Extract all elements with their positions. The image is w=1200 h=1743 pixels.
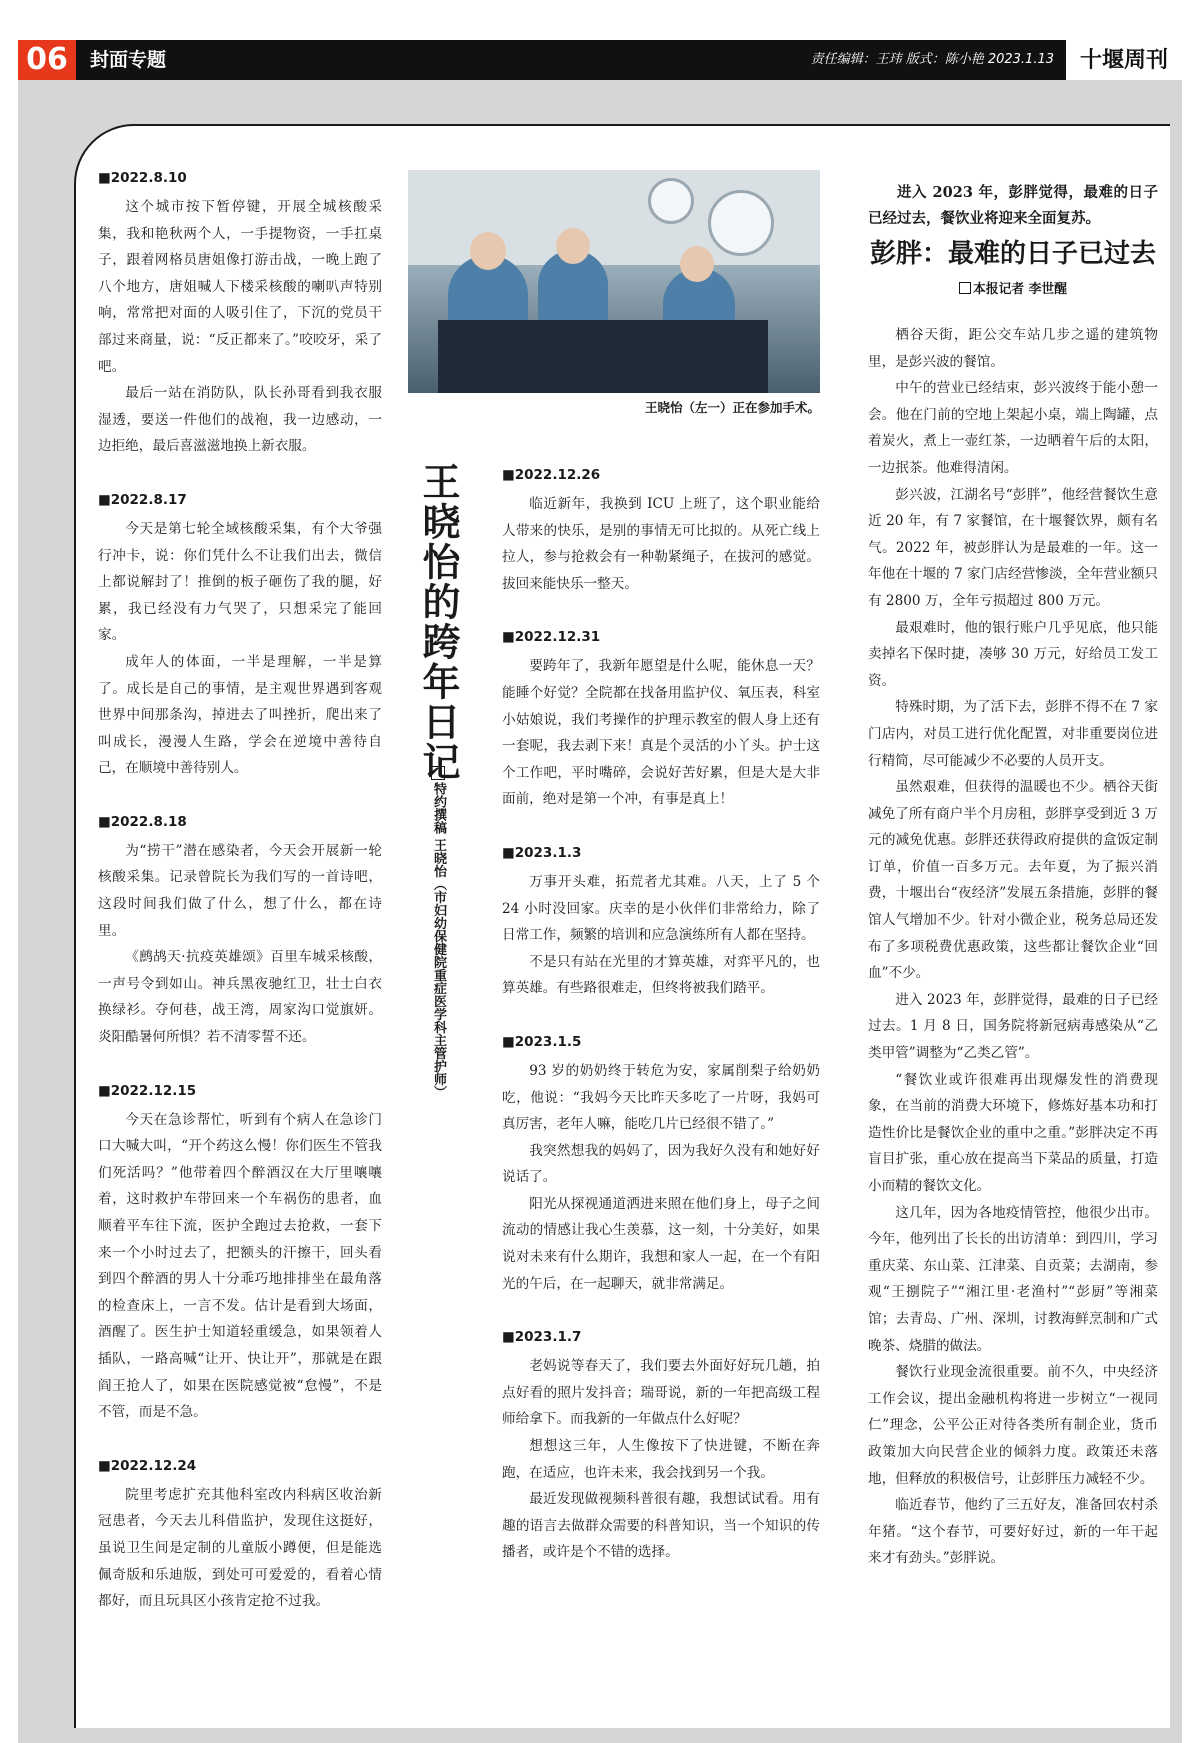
entry-paragraph: 这个城市按下暂停键，开展全城核酸采集，我和艳秋两个人，一手提物资，一手扛桌子，跟着网格员唐姐像打游击战，一晚上跑了八个地方，唐姐喊人下楼采核酸的喇叭声特别响，常常把对面的人吸引住了，下沉的党员干部过来商量，说：“反正都来了。”咬咬牙，采了吧。 <box>98 199 382 375</box>
entry-paragraph: 今天是第七轮全域核酸采集，有个大爷强行冲卡，说：你们凭什么不让我们出去，微信上都说解封了！推倒的板子砸伤了我的腿，好累，我已经没有力气哭了，只想采完了能回家。 <box>98 520 382 644</box>
entry-paragraph: 今天在急诊帮忙，听到有个病人在急诊门口大喊大叫，“开个药这么慢！你们医生不管我们死活吗？”他带着四个醉酒汉在大厅里嚷嚷着，这时救护车带回来一个车祸伤的患者，血顺着平车往下流，医护全跑过去抢救，一套下来一个小时过去了，把额头的汗擦干，回头看到四个醉酒的男人十分乖巧地排排坐在最角落的检查床上，一言不发。估计是看到大场面，酒醒了。医生护士知道轻重缓急，如果领着人插队，一路高喊“让开、快让开”，那就是在跟阎王抢人了，如果在医院感觉被“怠慢”，不是不管，而是不急。 <box>98 1111 382 1421</box>
entry-paragraph: 《鹧鸪天·抗疫英雄颂》百里车城采核酸，一声号令到如山。神兵黑夜驰红卫，壮士白衣换绿衫。夺何巷，战王湾，周家沟口觉旗妍。炎阳酷暑何所惧？若不清零誓不还。 <box>98 949 382 1046</box>
entry-paragraph: 成年人的体面，一半是理解，一半是算了。成长是自己的事情，是主观世界遇到客观世界中间那条沟，掉进去了叫挫折，爬出来了叫成长，漫漫人生路，学会在逆境中善待自己，在顺境中善待别人。 <box>98 653 382 777</box>
story-paragraph: 中午的营业已经结束，彭兴波终于能小憩一会。他在门前的空地上架起小桌，端上陶罐，点着炭火，煮上一壶红茶，一边晒着午后的太阳，一边抿茶。他难得清闲。 <box>868 380 1158 476</box>
entry-paragraph: 93 岁的奶奶终于转危为安，家属削梨子给奶奶吃，他说：“我妈今天比昨天多吃了一片呀，我妈可真厉害，老年人嘛，能吃几片已经很不错了。” <box>502 1062 820 1133</box>
story-reporter <box>868 278 1158 297</box>
byline-text: 特约撰稿 王晓怡（市妇幼保健院重症医学科主管护师） <box>431 782 446 1099</box>
entry-date: ■2022.12.26 <box>502 467 601 483</box>
reporter-text: 本报记者 李世醒 <box>972 282 1068 297</box>
reporter-box-icon <box>959 282 971 294</box>
story-paragraph: 虽然艰难，但获得的温暖也不少。栖谷天街减免了所有商户半个月房租，彭胖享受到近 3 万元的减免优惠。彭胖还获得政府提供的盒饭定制订单，价值一百多万元。去年夏，为了振兴消费，十堰出台“夜经济”发展五条措施，彭胖的餐馆人气增加不少。针对小微企业，税务总局还发布了多项税费优惠政策，这些都让餐饮企业“回血”不少。 <box>868 779 1158 982</box>
section-title: 封面专题 <box>90 49 167 71</box>
entry-date: ■2022.8.18 <box>98 813 187 830</box>
entry-paragraph: 阳光从探视通道洒进来照在他们身上，母子之间流动的情感让我心生羡慕，这一刻，十分美好，如果说对未来有什么期许，我想和家人一起，在一个有阳光的午后，在一起聊天，就非常满足。 <box>502 1195 820 1292</box>
diary-entry <box>98 1079 382 1426</box>
byline-box-icon <box>431 766 445 780</box>
entry-date: ■2022.12.15 <box>98 1082 197 1099</box>
story-paragraph: 临近春节，他约了三五好友，准备回农村杀年猪。“这个春节，可要好好过，新的一年干起来才有劲头。”彭胖说。 <box>868 1497 1158 1567</box>
diary-entry <box>502 1030 820 1297</box>
diary-entry <box>98 166 382 460</box>
story-body <box>868 322 1158 1572</box>
surgeon-head <box>556 228 590 264</box>
diary-title: 王晓怡的跨年日记 <box>416 462 461 782</box>
entry-paragraph: 不是只有站在光里的才算英雄，对弈平凡的，也算英雄。有些路很难走，但终将被我们踏平。 <box>502 953 820 997</box>
editor-credits: 责任编辑：王玮 版式：陈小艳 2023.1.13 <box>810 52 1054 67</box>
page-number: 06 <box>18 40 76 80</box>
surgeon-head <box>470 232 506 270</box>
diary-column-middle <box>502 463 820 1594</box>
diary-entry <box>98 810 382 1051</box>
photo-caption: 王晓怡（左一）正在参加手术。 <box>644 400 820 415</box>
newspaper-logo: 十堰周刊 <box>1062 40 1182 80</box>
entry-paragraph: 想想这三年，人生像按下了快进键，不断在奔跑，在适应，也许未来，我会找到另一个我。 <box>502 1438 820 1481</box>
surgery-photo <box>408 170 820 393</box>
diary-column-left <box>98 166 382 1643</box>
entry-paragraph: 老妈说等春天了，我们要去外面好好玩几趟，拍点好看的照片发抖音；瑞哥说，新的一年把高级工程师给拿下。而我新的一年做点什么好呢？ <box>502 1358 820 1428</box>
entry-date: ■2022.8.10 <box>98 170 187 186</box>
diary-entry <box>502 1325 820 1566</box>
entry-paragraph: 要跨年了，我新年愿望是什么呢，能休息一天？能睡个好觉？全院都在找备用监护仪、氧压表，科室小姑娘说，我们考操作的护理示教室的假人身上还有一套呢，我去剥下来！真是个灵活的小丫头。护士这个工作吧，平时嘴碎，会说好苦好累，但是大是大非面前，绝对是第一个冲，有事是真上！ <box>502 658 820 808</box>
story-paragraph: 餐饮行业现金流很重要。前不久，中央经济工作会议，提出金融机构将进一步树立“一视同仁”理念，公平公正对待各类所有制企业，货币政策加大向民营企业的倾斜力度。政策还未落地，但释放的积极信号，让彭胖压力减轻不少。 <box>868 1364 1158 1487</box>
entry-paragraph: 为“捞干”潜在感染者，今天会开展新一轮核酸采集。记录曾院长为我们写的一首诗吧，这段时间我们做了什么，想了什么，都在诗里。 <box>98 842 382 939</box>
entry-date: ■2023.1.3 <box>502 844 582 861</box>
story-paragraph: “餐饮业或许很难再出现爆发性的消费现象，在当前的消费大环境下，修炼好基本功和打造性价比是餐饮企业的重中之重。”彭胖决定不再盲目扩张，重心放在提高当下菜品的质量，打造小而精的餐饮文化。 <box>868 1071 1158 1194</box>
story-paragraph: 最艰难时，他的银行账户几乎见底，他只能卖掉名下保时捷，凑够 30 万元，好给员工发工资。 <box>868 619 1158 689</box>
entry-paragraph: 院里考虑扩充其他科室改内科病区收治新冠患者，今天去儿科借监护，发现住这挺好，虽说卫生间是定制的儿童版小蹲便，但是能选佩奇版和乐迪版，到处可可爱爱的，看着心情都好，而且玩具区小孩肯定抢不过我。 <box>98 1486 382 1610</box>
surgical-lamp-icon <box>708 190 774 256</box>
entry-date: ■2022.12.31 <box>502 629 601 646</box>
diary-entry <box>98 1454 382 1615</box>
diary-entry <box>98 488 382 782</box>
story-paragraph: 进入 2023 年，彭胖觉得，最难的日子已经过去。1 月 8 日，国务院将新冠病毒感染从“乙类甲管”调整为“乙类乙管”。 <box>868 991 1158 1062</box>
entry-date: ■2023.1.5 <box>502 1033 582 1050</box>
diary-entry <box>502 463 820 597</box>
surgical-lamp-icon <box>648 178 694 224</box>
entry-date: ■2022.8.17 <box>98 491 187 508</box>
story-lead: 进入 2023 年，彭胖觉得，最难的日子已经过去，餐饮业将迎来全面复苏。 <box>868 184 1158 227</box>
entry-date: ■2022.12.24 <box>98 1457 197 1474</box>
page-header <box>18 40 1182 80</box>
story-paragraph: 栖谷天街，距公交车站几步之遥的建筑物里，是彭兴波的餐馆。 <box>868 327 1158 370</box>
story-paragraph: 彭兴波，江湖名号“彭胖”，他经营餐饮生意近 20 年，有 7 家餐馆，在十堰餐饮界，颇有名气。2022 年，被彭胖认为是最难的一年。这一年他在十堰的 7 家门店经营惨淡，全年营业额只有 2800 万，全年亏损超过 800 万元。 <box>868 486 1158 609</box>
entry-paragraph: 我突然想我的妈妈了，因为我好久没有和她好好说话了。 <box>502 1142 820 1186</box>
operating-table <box>438 320 768 393</box>
diary-entry <box>502 625 820 813</box>
diary-byline <box>422 766 454 1099</box>
diary-entry <box>502 841 820 1002</box>
entry-date: ■2023.1.7 <box>502 1329 582 1346</box>
surgeon-head <box>680 246 714 282</box>
entry-paragraph: 万事开头难，拓荒者尤其难。八天，上了 5 个 24 小时没回家。庆幸的是小伙伴们非常给力，除了日常工作，频繁的培训和应急演练所有人都在坚持。 <box>502 873 820 944</box>
entry-paragraph: 最后一站在消防队，队长孙哥看到我衣服湿透，要送一件他们的战袍，我一边感动，一边拒绝，最后喜滋滋地换上新衣服。 <box>98 385 382 455</box>
story-headline: 彭胖：最难的日子已过去 <box>869 239 1156 269</box>
story-paragraph: 特殊时期，为了活下去，彭胖不得不在 7 家门店内，对员工进行优化配置，对非重要岗位进行精简，尽可能减少不必要的人员开支。 <box>868 699 1158 769</box>
entry-paragraph: 最近发现做视频科普很有趣，我想试试看。用有趣的语言去做群众需要的科普知识，当一个知识的传播者，或许是个不错的选择。 <box>502 1491 820 1561</box>
entry-paragraph: 临近新年，我换到 ICU 上班了，这个职业能给人带来的快乐，是别的事情无可比拟的。从死亡线上拉人，参与抢救会有一种勒紧绳子，在拔河的感觉。拔回来能快乐一整天。 <box>502 496 820 592</box>
story-paragraph: 这几年，因为各地疫情管控，他很少出市。今年，他列出了长长的出访清单：到四川，学习重庆菜、东山菜、江津菜、自贡菜；去湖南，参观“王捌院子”“湘江里·老渔村”“彭厨”等湘菜馆；去青岛、广州、深圳，讨教海鲜烹制和广式晚茶、烧腊的做法。 <box>868 1204 1158 1354</box>
